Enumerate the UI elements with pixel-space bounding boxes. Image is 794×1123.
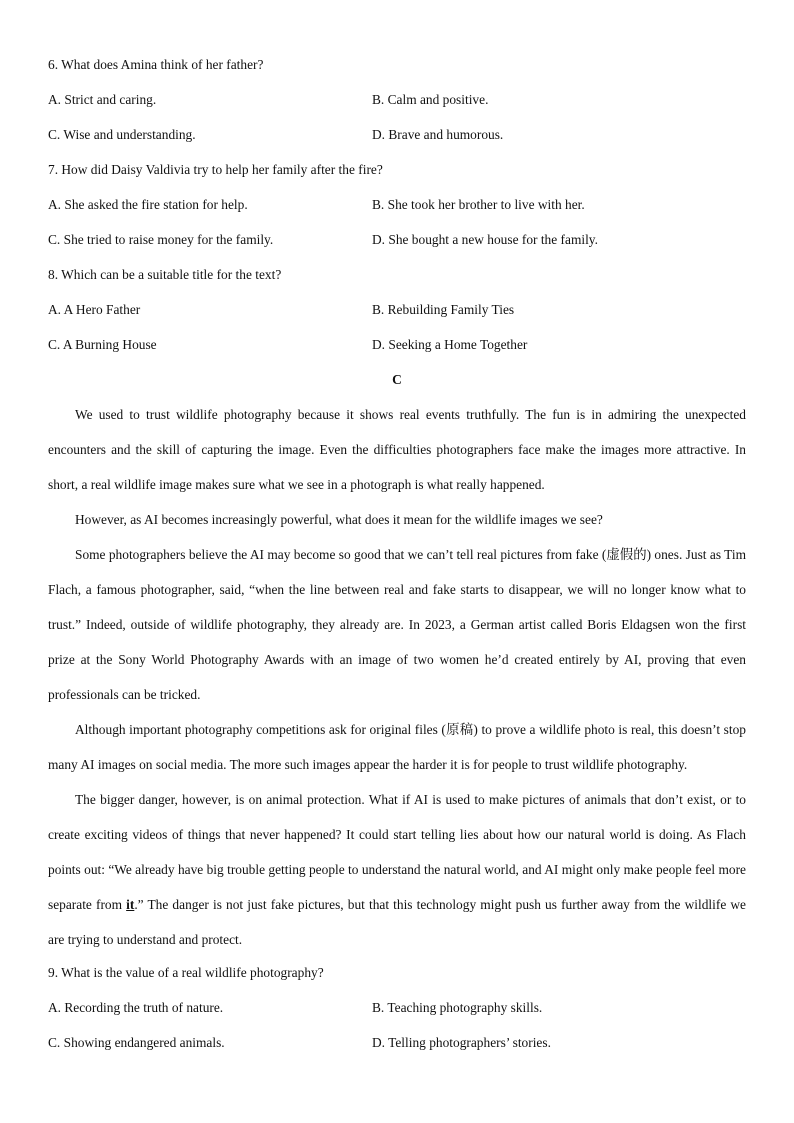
question-6-option-d: D. Brave and humorous. [372, 127, 504, 142]
question-9-option-d: D. Telling photographers’ stories. [372, 1035, 551, 1050]
question-8-option-b: B. Rebuilding Family Ties [372, 302, 515, 317]
question-9-option-a: A. Recording the truth of nature. [48, 1000, 224, 1015]
passage-paragraph-5 [48, 782, 746, 957]
passage-paragraph-2: However, as AI becomes increasingly powerful, what does it mean for the wildlife images we see? [75, 512, 603, 527]
question-6-stem: 6. What does Amina think of her father? [48, 57, 264, 72]
question-7-stem: 7. How did Daisy Valdivia try to help her family after the fire? [48, 162, 383, 177]
question-8-option-a: A. A Hero Father [48, 302, 141, 317]
question-9-option-b: B. Teaching photography skills. [372, 1000, 543, 1015]
question-6-option-a: A. Strict and caring. [48, 92, 157, 107]
question-7-option-a: A. She asked the fire station for help. [48, 197, 248, 212]
question-7-option-c: C. She tried to raise money for the family. [48, 232, 274, 247]
passage-paragraph-1: We used to trust wildlife photography because it shows real events truthfully. The fun is in admiring the unexpected encounters and the skill of capturing the image. Even the difficulties photographers face make the images more attractive. In short, a real wildlife image makes sure what we see in a photograph is what really happened. [48, 407, 746, 492]
question-7-option-b: B. She took her brother to live with her. [372, 197, 585, 212]
paragraph-5-text-after: .” The danger is not just fake pictures, but that this technology might push us further away from the wildlife we are trying to understand and protect. [48, 897, 746, 947]
passage-paragraph-4: Although important photography competitions ask for original files (原稿) to prove a wildlife photo is real, this doesn’t stop many AI images on social media. The more such images appear the harder it is for people to trust wildlife photography. [48, 722, 746, 772]
question-9-stem: 9. What is the value of a real wildlife photography? [48, 965, 324, 980]
paragraph-5-text-before: The bigger danger, however, is on animal protection. What if AI is used to make pictures of animals that don’t exist, or to create exciting videos of things that never happened? It could start telling lies about how our natural world is doing. As Flach points out: “We already have big trouble getting people to understand the natural world, and AI might only make people feel more separate from [48, 792, 746, 912]
question-8-option-d: D. Seeking a Home Together [372, 337, 528, 352]
underlined-word-it: it [126, 897, 135, 912]
question-6-option-c: C. Wise and understanding. [48, 127, 196, 142]
question-8-option-c: C. A Burning House [48, 337, 157, 352]
section-heading: C [392, 372, 402, 387]
question-8-stem: 8. Which can be a suitable title for the text? [48, 267, 282, 282]
question-9-option-c: C. Showing endangered animals. [48, 1035, 225, 1050]
question-6-option-b: B. Calm and positive. [372, 92, 489, 107]
question-7-option-d: D. She bought a new house for the family. [372, 232, 598, 247]
passage-paragraph-3: Some photographers believe the AI may become so good that we can’t tell real pictures from fake (虚假的) ones. Just as Tim Flach, a famous photographer, said, “when the line between real and fake starts to disappear, we will no longer know what to trust.” Indeed, outside of wildlife photography, they already are. In 2023, a German artist called Boris Eldagsen won the first prize at the Sony World Photography Awards with an image of two women he’d created entirely by AI, proving that even professionals can be tricked. [48, 547, 746, 702]
